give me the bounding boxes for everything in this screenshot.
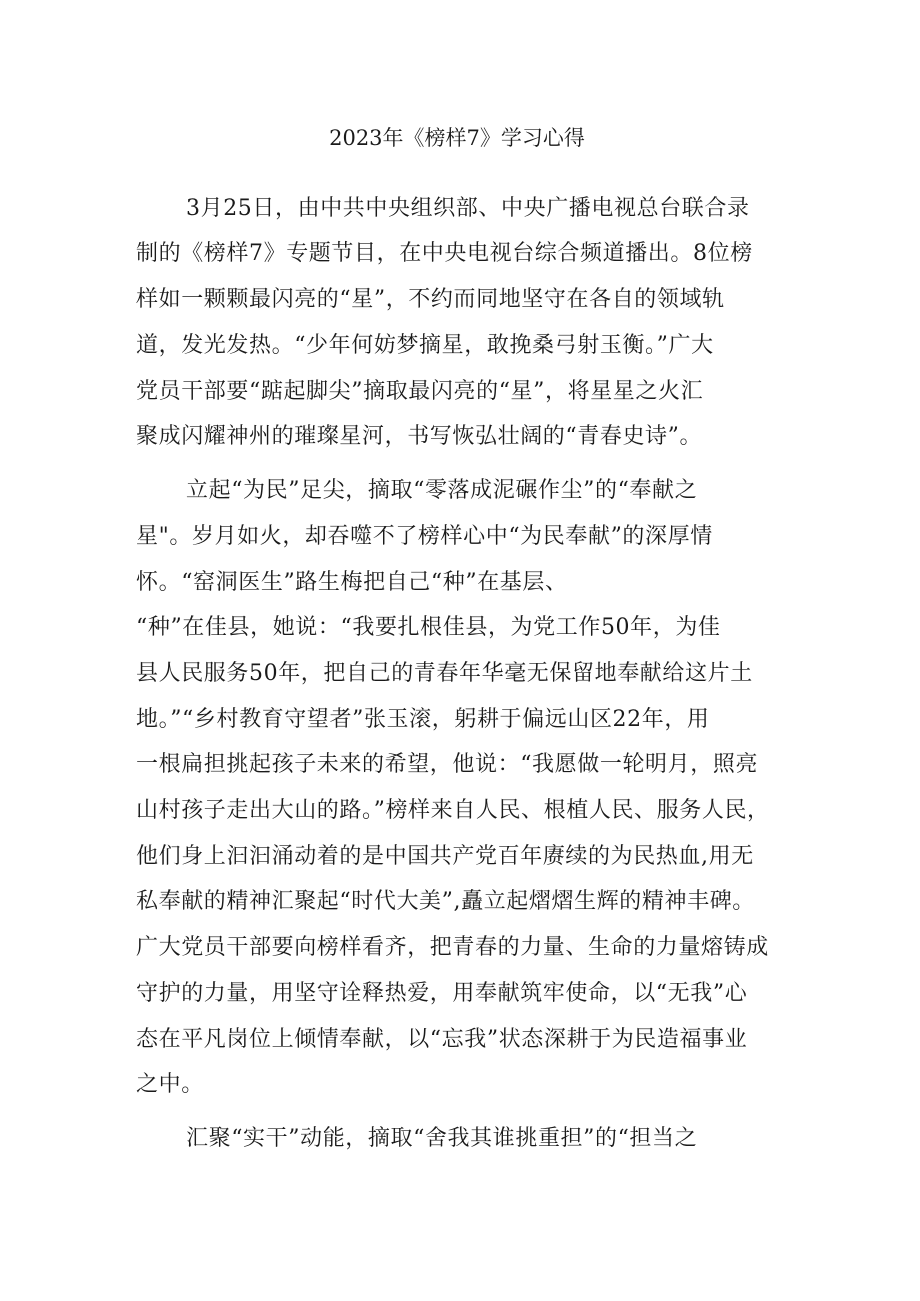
paragraph-1-line-4: 道，发光发热。“少年何妨梦摘星，敢挽桑弓射玉衡。”广大 — [136, 333, 714, 358]
paragraph-2-line-6: 地。”“乡村教育守望者”张玉滚，躬耕于偏远山区22年，用 — [136, 707, 710, 732]
paragraph-2-line-4: “种”在佳县，她说：“我要扎根佳县，为党工作50年，为佳 — [136, 615, 721, 640]
paragraph-2-line-10: 私奉献的精神汇聚起“时代大美”,矗立起熠熠生辉的精神丰碑。 — [136, 889, 755, 914]
paragraph-2-line-1: 立起“为民”足尖，摘取“零落成泥碾作尘”的“奉献之 — [186, 478, 698, 503]
paragraph-2-line-11: 广大党员干部要向榜样看齐，把青春的力量、生命的力量熔铸成 — [136, 935, 769, 960]
paragraph-2-line-5: 县人民服务50年，把自己的青春年华毫无保留地奉献给这片土 — [136, 661, 753, 686]
paragraph-1-line-2: 制的《榜样7》专题节目，在中央电视台综合频道播出。8位榜 — [136, 241, 753, 266]
paragraph-2-line-14: 之中。 — [136, 1072, 204, 1097]
paragraph-2-line-9: 他们身上汩汩涌动着的是中国共产党百年赓续的为民热血,用无 — [136, 844, 754, 869]
paragraph-1-line-6: 聚成闪耀神州的璀璨星河，书写恢弘壮阔的“青春史诗”。 — [136, 424, 703, 449]
paragraph-3-line-1: 汇聚“实干”动能，摘取“舍我其谁挑重担”的“担当之 — [186, 1126, 698, 1151]
paragraph-2-line-12: 守护的力量，用坚守诠释热爱，用奉献筑牢使命，以“无我”心 — [136, 981, 748, 1006]
paragraph-2-line-3: 怀。“窑洞医生”路生梅把自己“种”在基层、 — [136, 570, 568, 595]
paragraph-1-line-5: 党员干部要“踮起脚尖”摘取最闪亮的“星”，将星星之火汇 — [136, 379, 704, 404]
paragraph-1-line-3: 样如一颗颗最闪亮的“星”，不约而同地坚守在各自的领域轨 — [136, 287, 725, 312]
paragraph-2-line-13: 态在平凡岗位上倾情奉献，以“忘我”状态深耕于为民造福事业 — [136, 1027, 748, 1052]
paragraph-2-line-7: 一根扁担挑起孩子未来的希望，他说：“我愿做一轮明月，照亮 — [136, 752, 759, 777]
paragraph-2-line-8: 山村孩子走出大山的路。”榜样来自人民、根植人民、服务人民， — [136, 798, 770, 823]
paragraph-1-line-1: 3月25日，由中共中央组织部、中央广播电视总台联合录 — [186, 196, 750, 221]
document-title: 2023年《榜样7》学习心得 — [329, 126, 585, 150]
paragraph-2-line-2: 星"。岁月如火，却吞噬不了榜样心中“为民奉献”的深厚情 — [136, 524, 713, 549]
